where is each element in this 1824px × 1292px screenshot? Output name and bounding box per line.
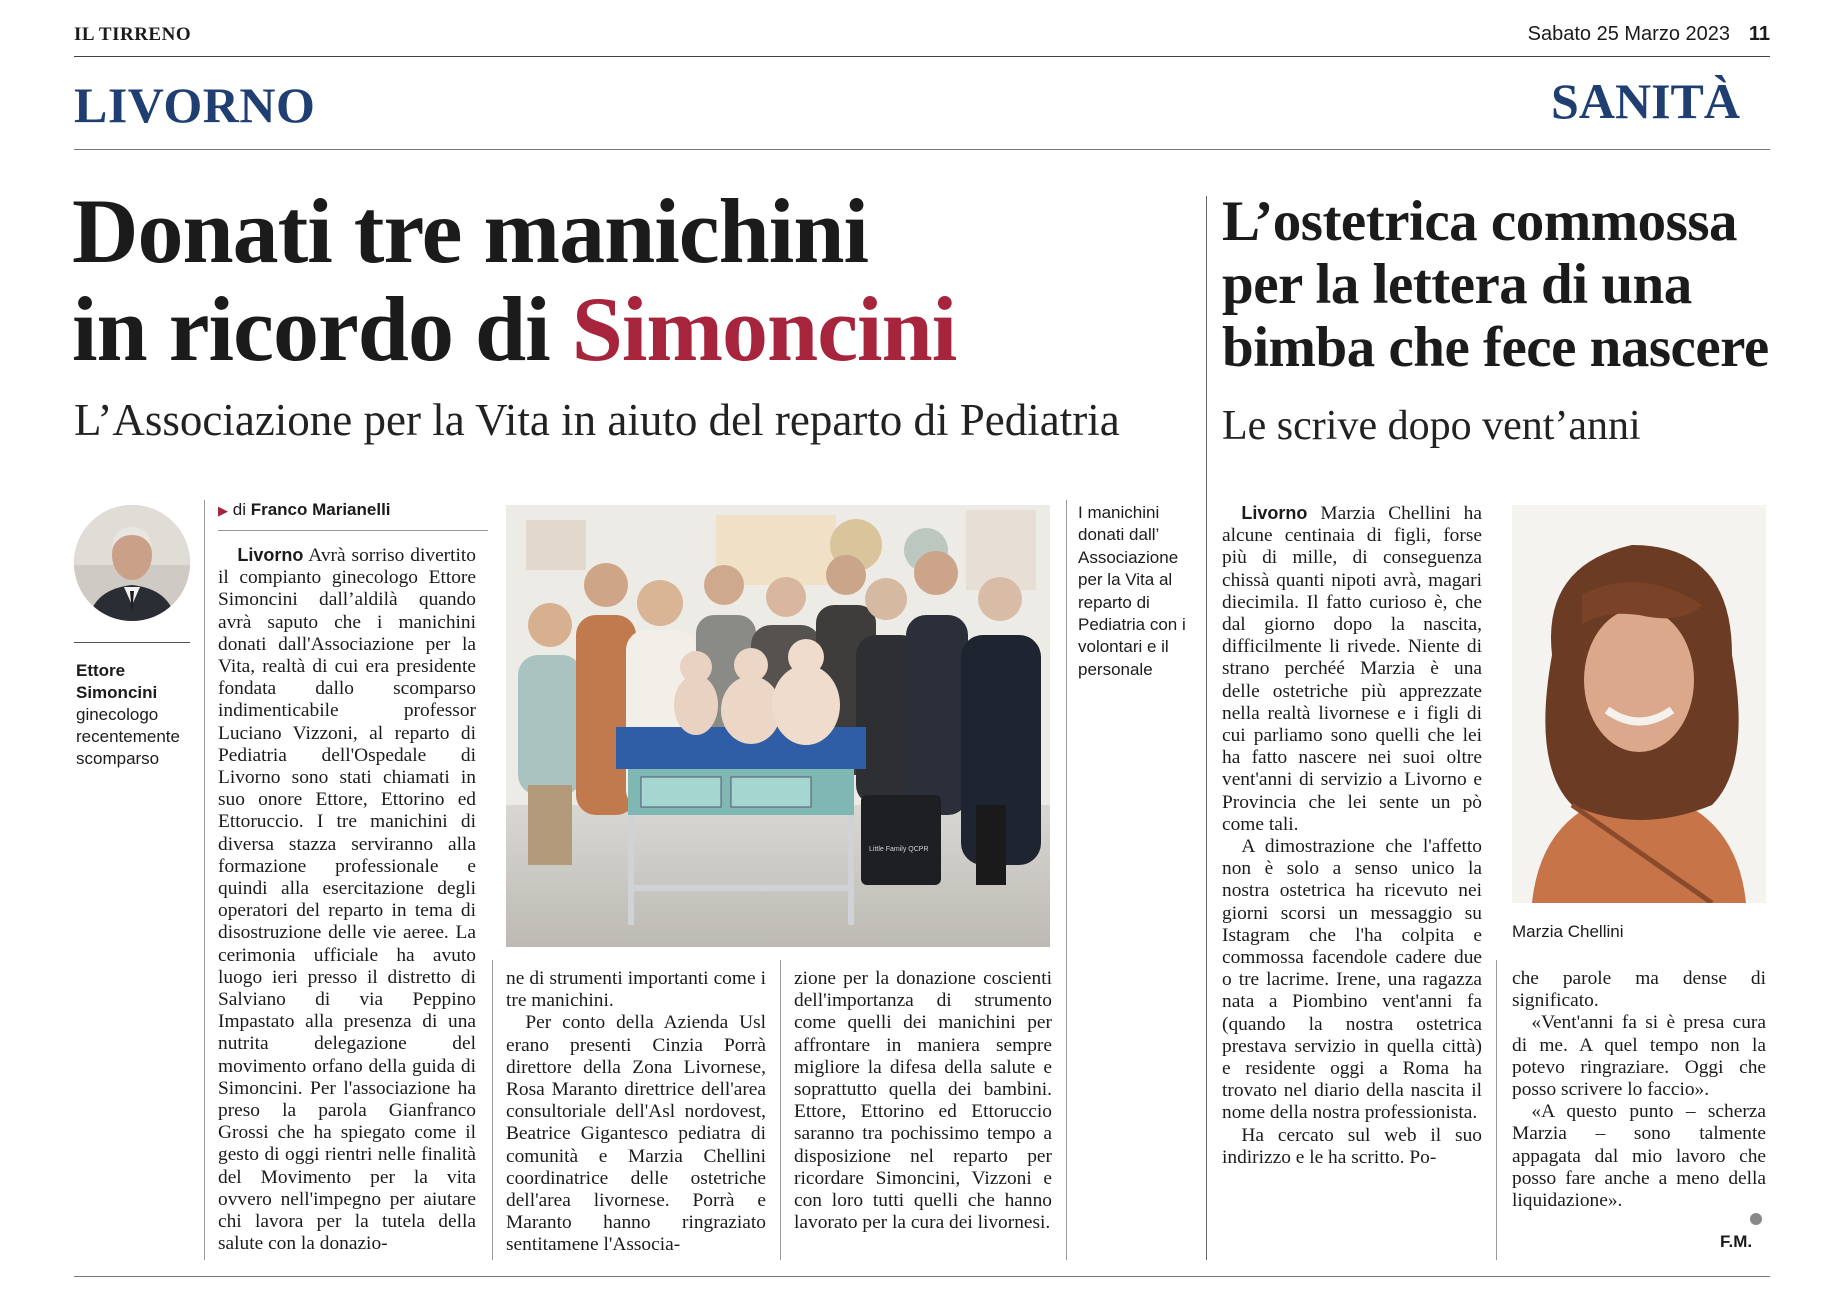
- headline-accent-name: Simoncini: [571, 278, 957, 380]
- portrait-photo: [74, 505, 190, 621]
- article-divider: [1206, 196, 1207, 1260]
- main-photo: [506, 505, 1050, 947]
- side-headline: L’ostetrica commossa per la lettera di una bimba che fece nascere: [1222, 190, 1769, 379]
- portrait-woman-illustration: [1512, 505, 1766, 903]
- main-col3-text: zione per la donazione coscienti dell'importanza di strumento come quelli dei manichini per affrontare in maniera sempre migliore la difesa della salute e soprattutto quella dei bambini. Ettore, Ettorino ed Ettoruccio saranno tra pochissimo tempo a disposizione nel reparto per ricordare Simoncini, Vizzoni e con loro tutti quelli che hanno lavorato per la cura dei livornesi.: [794, 968, 1052, 1234]
- portrait-illustration: [74, 505, 190, 621]
- footer-rule: [74, 1276, 1770, 1277]
- main-col1-text: Avrà sorriso divertito il compianto ginecologo Ettore Simoncini dall’aldilà quando avrà saputo che i manichini donati dall'Associazione per la Vita, realtà di cui era presidente fondata dallo scomparso indimenticabile professor Luciano Vizzoni, al reparto di Pediatria dell'Ospedale di Livorno sono stati chiamati in suo onore Ettore, Ettorino ed Ettoruccio. I tre manichini di diversa stazza serviranno alla formazione professionale e quindi alla esercitazione degli operatori del reparto in tema di disostruzione delle vie aeree. La cerimonia ufficiale ha avuto luogo ieri presso il distretto di Salviano di via Peppino Impastato alla presenza di una nutrita delegazione del movimento orfano della guida di Simoncini. Per l'associazione ha preso la parola Gianfranco Grossi che ha spiegato come il gesto di oggi rientri nelle finalità del Movimento per la vita ovvero nell'impegno per aiutare chi lavora per la tutela della salute con la donazio-: [218, 545, 476, 1255]
- side-photo-caption: Marzia Chellini: [1512, 922, 1624, 941]
- portrait-caption: [76, 660, 196, 770]
- bag-label: Little Family QCPR: [869, 846, 929, 853]
- side-column-2: [1512, 968, 1766, 1212]
- main-headline: [72, 182, 1182, 378]
- side-column-rule: [1496, 960, 1497, 1260]
- column-rule-1: [204, 500, 205, 1260]
- end-mark-icon: [1750, 1213, 1762, 1225]
- main-column-3: [794, 968, 1052, 1234]
- side-p3: Ha cercato sul web il suo indirizzo e le ha scritto. Po-: [1222, 1124, 1482, 1168]
- main-subhead: L’Associazione per la Vita in aiuto del reparto di Pediatria: [74, 395, 1120, 445]
- headline-line-2-text: in ricordo di: [72, 278, 572, 380]
- header-rule: [74, 56, 1770, 57]
- column-rule-3: [780, 960, 781, 1260]
- main-photo-caption: I manichini donati dall’ Associazione per la Vita al reparto di Pediatria con i volontari e il personale: [1078, 503, 1186, 679]
- side-col2-p1: che parole ma dense di significato.: [1512, 968, 1766, 1012]
- side-photo: [1512, 505, 1766, 903]
- side-subhead: Le scrive dopo vent’anni: [1222, 403, 1641, 449]
- column-rule-4: [1066, 500, 1067, 1260]
- portrait-caption-name: Ettore Simoncini: [76, 661, 158, 702]
- side-p1: Marzia Chellini ha alcune centinaia di figli, forse più di mille, di conseguenza chissà quanti nipoti avrà, magari diecimila. Il fatto curioso è, che dal giorno dopo la nascita, difficilmente li rivede. Niente di strano perchéé Marzia è una delle ostetriche più apprezzate nella realtà livornese e i figli di cui parliamo sono quelli che lei ha fatto nascere nei suoi oltre vent'anni di servizio a Livorno e Provincia che lei sente un pò come tali.: [1222, 503, 1482, 835]
- section-label-sanita: SANITÀ: [1551, 73, 1740, 129]
- main-column-2: [506, 968, 766, 1257]
- side-col2-p2: «Vent'anni fa si è presa cura di me. A quel tempo non la potevo ringraziare. Oggi che posso scrivere lo faccio».: [1512, 1012, 1766, 1101]
- column-rule-2: [492, 960, 493, 1260]
- byline: [218, 500, 488, 520]
- headline-line-1: Donati tre manichini: [72, 180, 869, 282]
- main-col2-p2: Per conto della Azienda Usl erano presenti Cinzia Porrà direttore della Zona Livornese, Rosa Maranto direttrice dell'area consultoriale dell'Asl nordovest, Beatrice Gigantesco pediatra di comunità e Marzia Chellini coordinatrice delle ostetriche dell'area livornese. Porrà e Maranto hanno ringraziato sentitamene l'Associa-: [506, 1012, 766, 1256]
- byline-rule: [218, 530, 488, 531]
- main-col2-p1: ne di strumenti importanti come i tre manichini.: [506, 968, 766, 1012]
- portrait-rule: [74, 642, 190, 643]
- group-photo-illustration: [506, 505, 1050, 947]
- side-column-1: [1222, 502, 1482, 1169]
- side-signature: F.M.: [1720, 1232, 1753, 1251]
- headline-line-2: [72, 280, 1182, 378]
- main-dateline: Livorno: [237, 545, 304, 565]
- section-rule: [74, 149, 1770, 150]
- portrait-caption-role: ginecologo recentemente scomparso: [76, 705, 180, 768]
- byline-author: Franco Marianelli: [250, 500, 391, 519]
- masthead-logo: IL TIRRENO: [74, 24, 192, 45]
- issue-date: Sabato 25 Marzo 2023: [1527, 23, 1730, 45]
- page-number: 11: [1748, 23, 1770, 45]
- side-p2: A dimostrazione che l'affetto non è solo a senso unico la nostra ostetrica ha ricevuto nei giorni scorsi un messaggio su Istagram che l'ha colpita e commossa facendole cadere due o tre lacrime. Irene, una ragazza nata a Piombino vent'anni fa (quando la nostra ostetrica prestava servizio in quella città) e residente oggi a Roma ha trovato nel diario della nascita il nome della nostra professionista.: [1222, 836, 1482, 1124]
- side-dateline: Livorno: [1241, 503, 1308, 523]
- section-label-livorno: LIVORNO: [74, 77, 316, 133]
- byline-marker-icon: ▶: [218, 503, 228, 518]
- byline-prefix: di: [232, 500, 246, 519]
- side-col2-p3: «A questo punto – scherza Marzia – sono talmente appagata dal mio lavoro che posso fare anche a meno della liquidazione».: [1512, 1101, 1766, 1212]
- main-column-1: [218, 544, 476, 1256]
